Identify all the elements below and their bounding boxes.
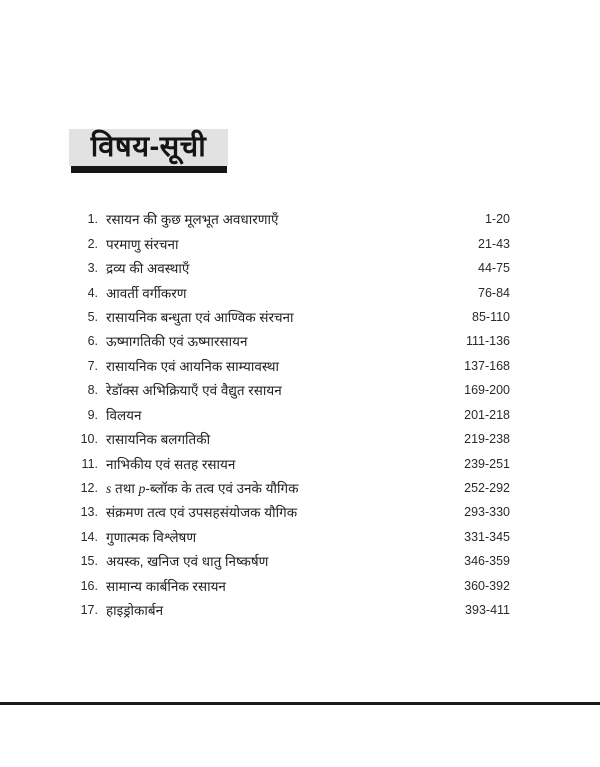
toc-row-pages: 201-218	[464, 407, 510, 422]
toc-row	[0, 207, 600, 231]
toc-row-number: 16.	[80, 578, 98, 593]
toc-row-number: 5.	[87, 309, 98, 324]
toc-row-title: अयस्क, खनिज एवं धातु निष्कर्षण	[106, 554, 269, 570]
toc-row	[0, 329, 600, 353]
toc-row	[0, 451, 600, 475]
toc-row-title: आवर्ती वर्गीकरण	[106, 285, 187, 301]
toc-row-title: गुणात्मक विश्लेषण	[106, 529, 197, 545]
toc-row-pages: 137-168	[464, 358, 510, 373]
toc-row-number: 12.	[80, 481, 98, 496]
toc-row-title: s तथा p-ब्लॉक के तत्व एवं उनके यौगिक	[106, 481, 299, 497]
toc-row-title: रसायन की कुछ मूलभूत अवधारणाएँ	[106, 212, 279, 228]
toc-row-title: हाइड्रोकार्बन	[106, 603, 164, 619]
toc-row-pages: 85-110	[472, 309, 510, 324]
toc-row-pages: 360-392	[464, 578, 510, 593]
bottom-rule	[0, 702, 600, 705]
page-title-box	[69, 129, 228, 166]
toc-row	[0, 280, 600, 304]
toc-row	[0, 403, 600, 427]
toc-row	[0, 574, 600, 598]
toc-row-title: सामान्य कार्बनिक रसायन	[106, 578, 226, 594]
page-title: विषय-सूची	[90, 131, 207, 163]
toc-row-title: विलयन	[106, 407, 142, 423]
toc-row-number: 14.	[80, 529, 98, 544]
toc-row-pages: 1-20	[484, 212, 510, 227]
toc-row	[0, 598, 600, 622]
toc-row-number: 1.	[87, 212, 98, 227]
toc-row-pages: 346-359	[464, 554, 510, 569]
toc-row	[0, 476, 600, 500]
toc-row-number: 9.	[87, 407, 98, 422]
toc-row-title: संक्रमण तत्व एवं उपसहसंयोजक यौगिक	[106, 505, 298, 521]
toc-row-number: 6.	[87, 334, 98, 349]
toc-row-pages: 239-251	[464, 456, 510, 471]
toc-row-title: रासायनिक एवं आयनिक साम्यावस्था	[106, 358, 279, 374]
toc-row-pages: 252-292	[464, 481, 510, 496]
toc-row-number: 15.	[80, 554, 98, 569]
toc-row-title: द्रव्य की अवस्थाएँ	[106, 261, 190, 277]
toc-row	[0, 525, 600, 549]
toc-row-pages: 393-411	[465, 603, 510, 618]
toc-row	[0, 256, 600, 280]
toc-row-pages: 111-136	[465, 334, 510, 349]
toc-row-number: 7.	[87, 358, 98, 373]
toc-row-pages: 293-330	[464, 505, 510, 520]
toc-row-title: रासायनिक बन्धुता एवं आण्विक संरचना	[106, 309, 294, 325]
toc-row	[0, 378, 600, 402]
toc-row-pages: 21-43	[478, 236, 510, 251]
toc-list	[0, 207, 600, 622]
toc-row-title: रासायनिक बलगतिकी	[106, 432, 211, 448]
toc-row-pages: 219-238	[464, 432, 510, 447]
toc-row-number: 8.	[87, 383, 98, 398]
toc-row-number: 2.	[87, 236, 98, 251]
toc-row-title: रेडॉक्स अभिक्रियाएँ एवं वैद्युत रसायन	[106, 383, 282, 399]
toc-row-title: ऊष्मागतिकी एवं ऊष्मारसायन	[106, 334, 248, 350]
toc-row-title: नाभिकीय एवं सतह रसायन	[106, 456, 236, 472]
toc-row	[0, 305, 600, 329]
toc-row	[0, 500, 600, 524]
title-underline-bar	[71, 166, 227, 173]
toc-row-pages: 44-75	[478, 261, 510, 276]
toc-row-pages: 169-200	[464, 383, 510, 398]
toc-row-pages: 76-84	[478, 285, 510, 300]
toc-row-number: 13.	[80, 505, 98, 520]
toc-row-pages: 331-345	[464, 529, 510, 544]
toc-row	[0, 231, 600, 255]
toc-row-number: 4.	[87, 285, 98, 300]
toc-row	[0, 549, 600, 573]
toc-row-number: 11.	[81, 456, 98, 471]
toc-row-number: 17.	[80, 603, 98, 618]
toc-row-number: 10.	[80, 432, 98, 447]
toc-row	[0, 427, 600, 451]
toc-row-title: परमाणु संरचना	[106, 236, 179, 252]
toc-row	[0, 354, 600, 378]
toc-row-number: 3.	[87, 261, 98, 276]
